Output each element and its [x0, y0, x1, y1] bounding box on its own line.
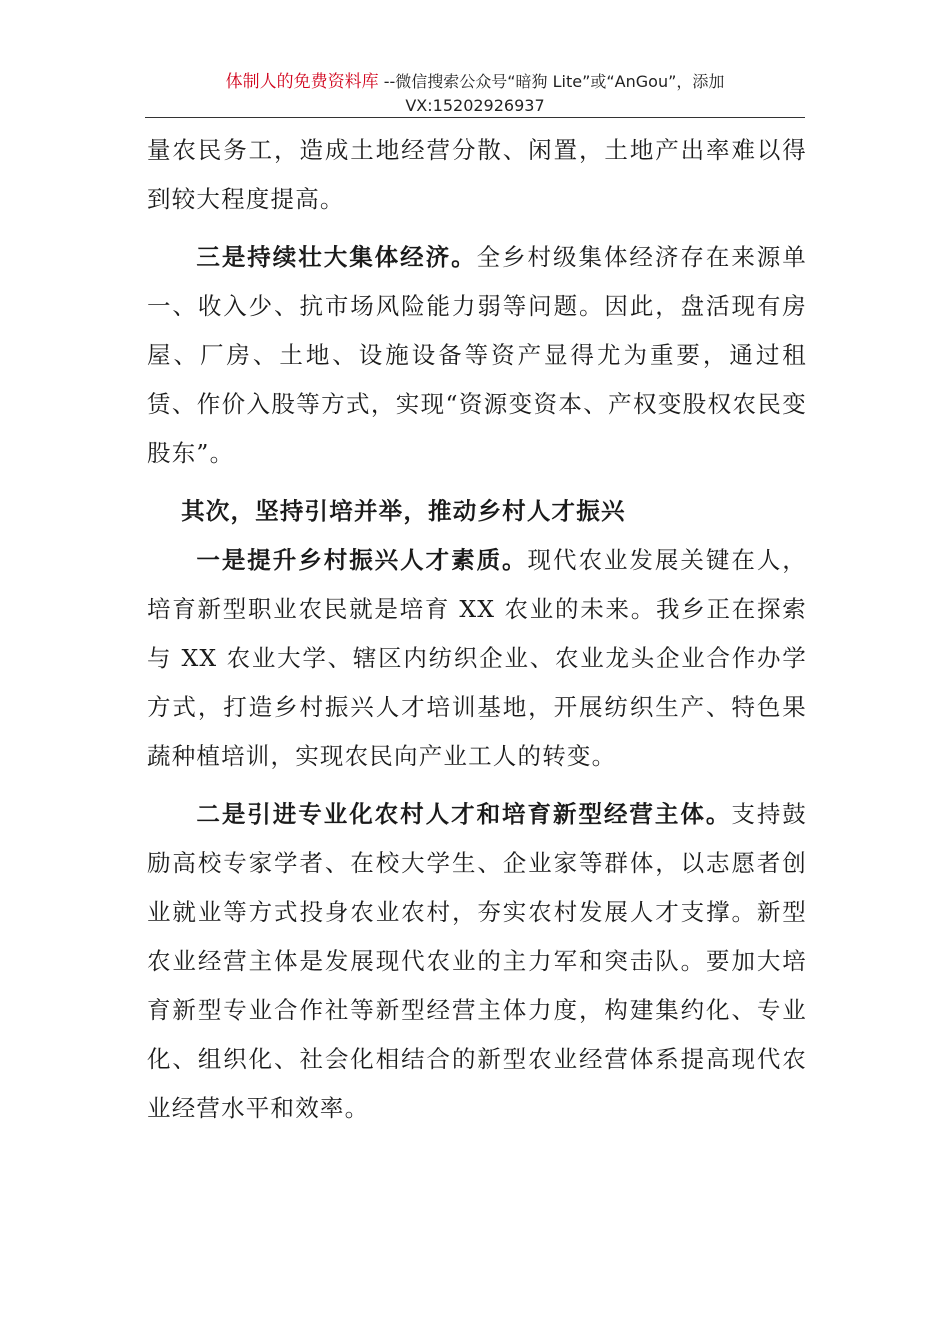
page-header	[145, 70, 805, 118]
header-line-1	[145, 70, 805, 94]
header-notice: --微信搜索公众号“暗狗 Lite”或“AnGou”，添加	[383, 72, 725, 91]
header-contact: VX:15202926937	[405, 96, 545, 115]
paragraph-lead: 二是引进专业化农村人才和培育新型经营主体。	[196, 800, 732, 828]
paragraph-text: 全乡村级集体经济存在来源单一、收入少、抗市场风险能力弱等问题。因此，盘活现有房屋、厂房、土地、设施设备等资产显得尤为重要，通过租赁、作价入股等方式，实现“资源变资本、产权变股权农民变股东”。	[147, 243, 807, 467]
header-divider	[145, 117, 805, 118]
paragraph-talent-quality	[147, 536, 807, 781]
paragraph-lead: 三是持续壮大集体经济。	[196, 243, 477, 271]
paragraph-collective-economy	[147, 233, 807, 478]
paragraph-text: 支持鼓励高校专家学者、在校大学生、企业家等群体，以志愿者创业就业等方式投身农业农村，夯实农村发展人才支撑。新型农业经营主体是发展现代农业的主力军和突击队。要加大培育新型专业合作社等新型经营主体力度，构建集约化、专业化、组织化、社会化相结合的新型农业经营体系提高现代农业经营水平和效率。	[147, 800, 807, 1122]
document-body	[147, 126, 807, 1133]
paragraph-talent-introduction	[147, 790, 807, 1133]
section-heading: 其次，坚持引培并举，推动乡村人才振兴	[181, 497, 626, 525]
paragraph-lead: 一是提升乡村振兴人才素质。	[196, 546, 528, 574]
paragraph-continuation: 量农民务工，造成土地经营分散、闲置，土地产出率难以得到较大程度提高。	[147, 136, 807, 213]
paragraph-text: 现代农业发展关键在人，培育新型职业农民就是培育 XX 农业的未来。我乡正在探索与 XX 农业大学、辖区内纺织企业、农业龙头企业合作办学方式，打造乡村振兴人才培训基地，开展纺织生产、特色果蔬种植培训，实现农民向产业工人的转变。	[147, 546, 807, 770]
header-brand: 体制人的免费资料库	[225, 72, 379, 92]
